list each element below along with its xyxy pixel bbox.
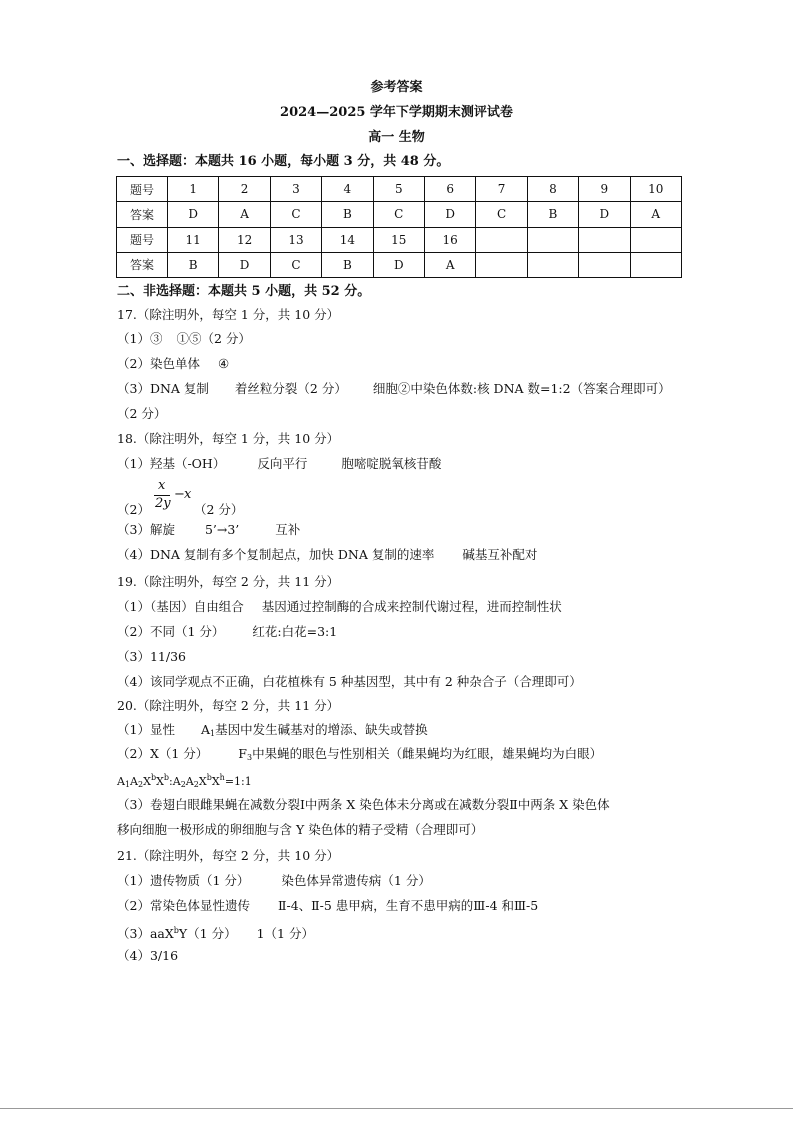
table-cell: 2 — [219, 177, 270, 202]
q21-part2: （2）常染色体显性遗传 Ⅱ-4、Ⅱ-5 患甲病，生育不患甲病的Ⅲ-4 和Ⅲ-5 — [117, 898, 539, 913]
q17-part3: （3）DNA 复制 着丝粒分裂（2 分） 细胞②中染色体数:核 DNA 数=1:2（答案合理即可） — [117, 381, 671, 396]
q18-part4: （4）DNA 复制有多个复制起点，加快 DNA 复制的速率 碱基互补配对 — [117, 547, 538, 562]
table-cell: 3 — [270, 177, 321, 202]
table-cell: 9 — [579, 177, 630, 202]
table-cell: 1 — [168, 177, 219, 202]
row-header-cell: 题号 — [117, 227, 168, 252]
table-cell: 6 — [424, 177, 475, 202]
q18-part3: （3）解旋 5’→3’ 互补 — [117, 522, 301, 537]
page-bottom-rule — [0, 1108, 793, 1109]
table-cell: D — [424, 202, 475, 227]
q20-part1: （1）显性 $A_1$基因中发生碱基对的增添、缺失或替换 — [117, 722, 428, 738]
table-cell: A — [424, 252, 475, 277]
q19-heading: 19.（除注明外，每空 2 分，共 11 分） — [117, 574, 340, 589]
table-cell: 12 — [219, 227, 270, 252]
table-cell — [579, 227, 630, 252]
q17-heading: 17.（除注明外，每空 1 分，共 10 分） — [117, 307, 340, 322]
q17-part3-score: （2 分） — [117, 406, 167, 421]
table-cell: D — [373, 252, 424, 277]
table-cell: 13 — [270, 227, 321, 252]
table-cell: 4 — [322, 177, 373, 202]
table-cell — [527, 227, 578, 252]
section-2-heading: 二、非选择题：本题共 5 小题，共 52 分。 — [117, 284, 371, 299]
table-cell: 14 — [322, 227, 373, 252]
table-cell: D — [168, 202, 219, 227]
table-cell: B — [168, 252, 219, 277]
table-cell: A — [219, 202, 270, 227]
table-cell: 11 — [168, 227, 219, 252]
exam-title: 2024—2025 学年下学期期末测评试卷 — [280, 105, 513, 120]
q19-part2: （2）不同（1 分） 红花:白花=3:1 — [117, 624, 338, 639]
q20-heading: 20.（除注明外，每空 2 分，共 11 分） — [117, 698, 340, 713]
table-cell: B — [322, 252, 373, 277]
table-cell — [579, 252, 630, 277]
q18-part2: （2） （2 分） — [117, 502, 244, 517]
row-header-cell: 题号 — [117, 177, 168, 202]
answer-row — [117, 252, 682, 277]
table-cell: B — [527, 202, 578, 227]
question-number-row — [117, 227, 682, 252]
q19-part4: （4）该同学观点不正确，白花植株有 5 种基因型，其中有 2 种杂合子（合理即可） — [117, 674, 582, 689]
table-cell: D — [219, 252, 270, 277]
table-cell: 10 — [630, 177, 681, 202]
answer-table — [116, 176, 682, 278]
table-cell: 15 — [373, 227, 424, 252]
answer-row — [117, 202, 682, 227]
answer-key-title: 参考答案 — [370, 80, 423, 95]
table-cell: 5 — [373, 177, 424, 202]
q18-part1: （1）羟基（-OH） 反向平行 胞嘧啶脱氧核苷酸 — [117, 456, 442, 471]
q18-heading: 18.（除注明外，每空 1 分，共 10 分） — [117, 431, 340, 446]
subject-title: 高一 生物 — [368, 130, 425, 145]
q19-part1: （1）（基因）自由组合 基因通过控制酶的合成来控制代谢过程，进而控制性状 — [117, 599, 562, 614]
table-cell: 7 — [476, 177, 527, 202]
q20-part3-cont: 移向细胞一极形成的卵细胞与含 Y 染色体的精子受精（合理即可） — [117, 822, 484, 837]
q19-part3: （3）11/36 — [117, 649, 186, 664]
table-cell: B — [322, 202, 373, 227]
q20-part2: （2）X（1 分） $F_3$中果蝇的眼色与性别相关（雌果蝇均为红眼，雄果蝇均为白眼） — [117, 746, 603, 762]
table-cell — [476, 227, 527, 252]
table-cell — [630, 252, 681, 277]
q21-part1: （1）遗传物质（1 分） 染色体异常遗传病（1 分） — [117, 873, 431, 888]
table-cell: 8 — [527, 177, 578, 202]
table-cell: C — [373, 202, 424, 227]
question-number-row — [117, 177, 682, 202]
row-header-cell: 答案 — [117, 202, 168, 227]
table-cell — [476, 252, 527, 277]
table-cell: D — [579, 202, 630, 227]
table-cell: A — [630, 202, 681, 227]
q21-part4: （4）3/16 — [117, 948, 179, 963]
q20-genotype-ratio: $A_1A_2X^bX^b:A_2A_2X^bX^h=1:1$ — [117, 773, 252, 789]
table-cell — [630, 227, 681, 252]
q17-part2: （2）染色单体 ④ — [117, 356, 230, 371]
q21-part3: （3）aaX$^b$Y（1 分） 1（1 分） — [117, 926, 314, 941]
row-header-cell: 答案 — [117, 252, 168, 277]
table-cell — [527, 252, 578, 277]
table-cell: 16 — [424, 227, 475, 252]
q20-part3: （3）卷翅白眼雌果蝇在减数分裂Ⅰ中两条 X 染色体未分离或在减数分裂Ⅱ中两条 X 染色体 — [117, 797, 610, 812]
table-cell: C — [270, 252, 321, 277]
section-1-heading: 一、选择题：本题共 16 小题，每小题 3 分，共 48 分。 — [117, 154, 450, 169]
q17-part1: （1）③ ①⑤（2 分） — [117, 331, 251, 346]
table-cell: C — [270, 202, 321, 227]
table-cell: C — [476, 202, 527, 227]
q21-heading: 21.（除注明外，每空 2 分，共 10 分） — [117, 848, 340, 863]
